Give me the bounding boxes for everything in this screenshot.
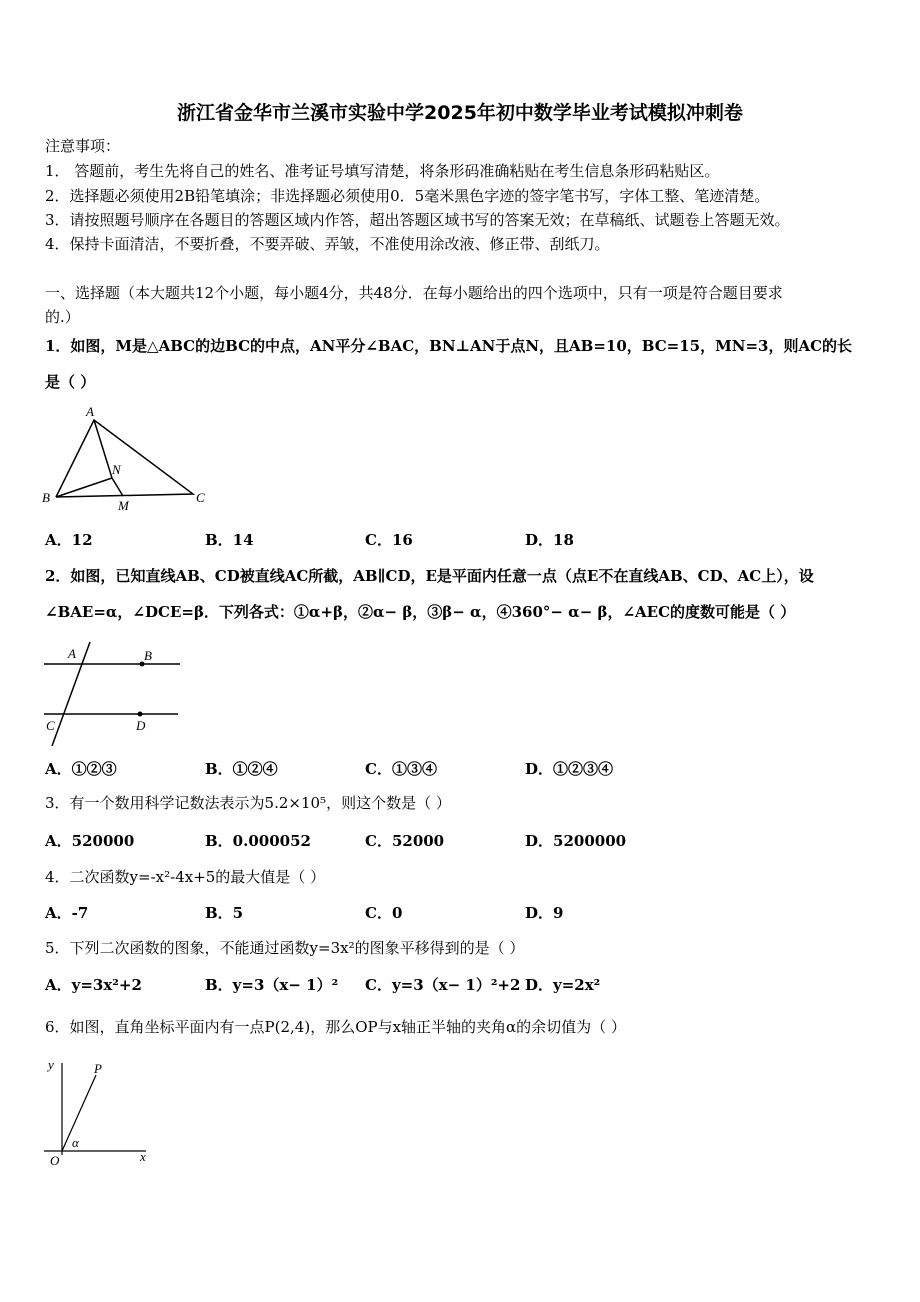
option-d[interactable]: D．9 <box>525 904 564 922</box>
option-c[interactable]: C．①③④ <box>365 760 437 778</box>
label-c: C <box>196 490 205 505</box>
triangle-figure <box>38 402 218 514</box>
option-a[interactable]: A．520000 <box>45 832 135 850</box>
option-a[interactable]: A．-7 <box>45 904 89 922</box>
option-b[interactable]: B．0.000052 <box>205 832 311 850</box>
option-b[interactable]: B．14 <box>205 531 254 549</box>
question-2: 2．如图，已知直线AB、CD被直线AC所截，AB∥CD，E是平面内任意一点（点E不在直线AB、CD、AC上），设 <box>45 567 814 585</box>
option-b[interactable]: B．5 <box>205 904 244 922</box>
label-alpha: α <box>72 1135 79 1150</box>
label-b: B <box>144 648 152 663</box>
label-b: B <box>42 490 50 505</box>
note-item: 2．选择题必须使用2B铅笔填涂；非选择题必须使用0．5毫米黑色字迹的签字笔书写，字体工整、笔迹清楚。 <box>45 187 770 205</box>
label-d: D <box>136 718 146 733</box>
option-a[interactable]: A．y=3x²+2 <box>45 976 142 994</box>
question-5: 5．下列二次函数的图象，不能通过函数y=3x²的图象平移得到的是（ ） <box>45 939 525 957</box>
option-c[interactable]: C．y=3（x− 1）²+2 <box>365 976 521 994</box>
label-n: N <box>112 462 121 477</box>
parallel-lines-figure <box>38 638 188 750</box>
note-item: 3．请按照题号顺序在各题目的答题区域内作答，超出答题区域书写的答案无效；在草稿纸、试题卷上答题无效。 <box>45 211 790 229</box>
option-a[interactable]: A．①②③ <box>45 760 117 778</box>
option-c[interactable]: C．0 <box>365 904 403 922</box>
question-1-cont: 是（ ） <box>45 373 96 391</box>
label-m: M <box>118 498 129 513</box>
label-o: O <box>50 1153 60 1168</box>
option-b[interactable]: B．y=3（x− 1）² <box>205 976 339 994</box>
label-c: C <box>46 718 55 733</box>
option-b[interactable]: B．①②④ <box>205 760 278 778</box>
question-3: 3．有一个数用科学记数法表示为5.2×10⁵，则这个数是（ ） <box>45 794 451 812</box>
section-heading: 一、选择题（本大题共12个小题，每小题4分，共48分．在每小题给出的四个选项中，只有一项是符合题目要求 <box>45 284 783 302</box>
option-d[interactable]: D．5200000 <box>525 832 627 850</box>
note-item: 4．保持卡面清洁，不要折叠，不要弄破、弄皱，不准使用涂改液、修正带、刮纸刀。 <box>45 235 610 253</box>
question-2-cont: ∠BAE=α，∠DCE=β．下列各式：①α+β，②α− β，③β− α，④360°− α− β，∠AEC的度数可能是（ ） <box>45 603 796 621</box>
page-title: 浙江省金华市兰溪市实验中学2025年初中数学毕业考试模拟冲刺卷 <box>177 102 743 124</box>
option-c[interactable]: C．52000 <box>365 832 445 850</box>
label-a: A <box>86 404 94 419</box>
label-x: x <box>140 1149 146 1164</box>
option-a[interactable]: A．12 <box>45 531 93 549</box>
option-d[interactable]: D．18 <box>525 531 574 549</box>
label-y: y <box>48 1057 54 1072</box>
note-item: 1． 答题前，考生先将自己的姓名、准考证号填写清楚，将条形码准确粘贴在考生信息条形码粘贴区。 <box>45 162 720 180</box>
label-a: A <box>68 646 76 661</box>
coordinate-figure <box>38 1055 158 1170</box>
option-d[interactable]: D．y=2x² <box>525 976 601 994</box>
option-c[interactable]: C．16 <box>365 531 413 549</box>
question-1: 1．如图，M是△ABC的边BC的中点，AN平分∠BAC，BN⊥AN于点N，且AB=10，BC=15，MN=3，则AC的长 <box>45 337 853 355</box>
option-d[interactable]: D．①②③④ <box>525 760 614 778</box>
label-p: P <box>94 1061 102 1076</box>
question-4: 4．二次函数y=-x²-4x+5的最大值是（ ） <box>45 868 326 886</box>
question-6: 6．如图，直角坐标平面内有一点P(2,4)，那么OP与x轴正半轴的夹角α的余切值为（ ） <box>45 1018 626 1036</box>
notes-heading: 注意事项： <box>45 137 121 155</box>
section-heading-cont: 的.） <box>45 308 80 326</box>
